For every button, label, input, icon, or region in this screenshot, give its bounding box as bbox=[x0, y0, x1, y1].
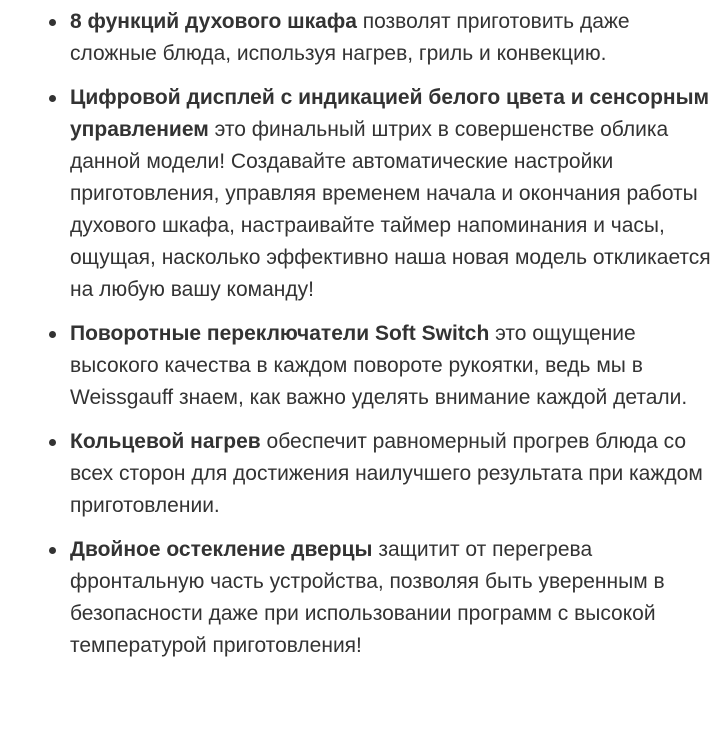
feature-item-ring-heating bbox=[0, 426, 724, 522]
feature-lead: Кольцевой нагрев bbox=[70, 430, 261, 453]
feature-item-functions bbox=[0, 6, 724, 70]
feature-item-switches bbox=[0, 318, 724, 414]
feature-lead: Двойное остекление дверцы bbox=[70, 538, 373, 561]
feature-text: позволят приготовить даже сложные блюда, используя нагрев, гриль и конвекцию. bbox=[70, 10, 630, 65]
feature-text: защитит от перегрева фронтальную часть устройства, позволяя быть уверенным в безопасности даже при использовании программ с высокой температурой приготовления! bbox=[70, 538, 665, 657]
feature-lead: 8 функций духового шкафа bbox=[70, 10, 357, 33]
bullet-icon bbox=[49, 19, 56, 26]
feature-item-display bbox=[0, 82, 724, 306]
feature-text: это финальный штрих в совершенстве облика данной модели! Создавайте автоматические настройки приготовления, управляя временем начала и окончания работы духового шкафа, настраивайте таймер напоминания и часы, ощущая, насколько эффективно наша новая модель откликается на любую вашу команду! bbox=[70, 118, 711, 301]
feature-lead: Цифровой дисплей с индикацией белого цвета и сенсорным управлением bbox=[70, 86, 710, 141]
feature-item-double-glazing bbox=[0, 534, 724, 662]
bullet-icon bbox=[49, 95, 56, 102]
feature-lead: Поворотные переключатели Soft Switch bbox=[70, 322, 490, 345]
bullet-icon bbox=[49, 331, 56, 338]
bullet-icon bbox=[49, 439, 56, 446]
feature-text: это ощущение высокого качества в каждом повороте рукоятки, ведь мы в Weissgauff знаем, как важно уделять внимание каждой детали. bbox=[70, 322, 688, 409]
bullet-icon bbox=[49, 547, 56, 554]
feature-text: обеспечит равномерный прогрев блюда со всех сторон для достижения наилучшего результата при каждом приготовлении. bbox=[70, 430, 703, 517]
